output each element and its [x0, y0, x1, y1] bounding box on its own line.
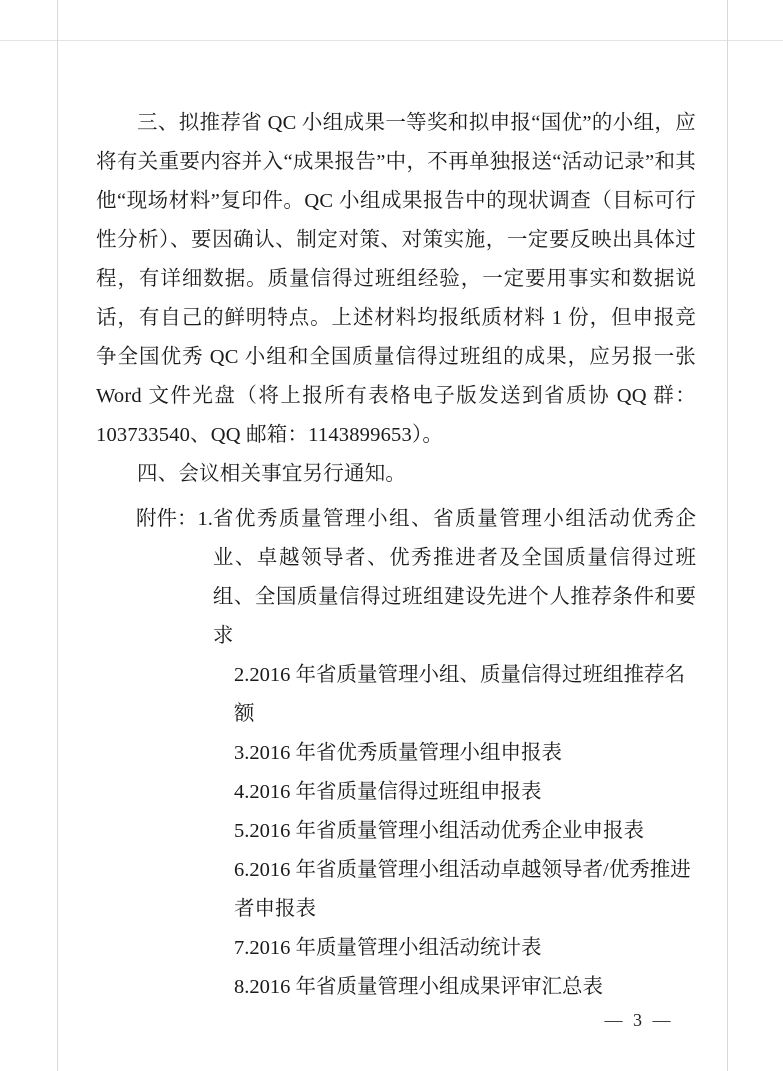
document-body [96, 104, 696, 1007]
attachment-item-4: 4.2016 年省质量信得过班组申报表 [234, 781, 542, 803]
attachment-item-6: 6.2016 年省质量管理小组活动卓越领导者/优秀推进者申报表 [234, 859, 691, 920]
attachment-item-5: 5.2016 年省质量管理小组活动优秀企业申报表 [234, 820, 644, 842]
page-number: — 3 — [604, 1010, 674, 1030]
attachment-first-row [96, 500, 696, 656]
page-right-rule [727, 0, 728, 1071]
page-top-rule [0, 40, 783, 41]
attachment-item-2: 2.2016 年省质量管理小组、质量信得过班组推荐名额 [234, 664, 685, 725]
paragraph-3: 三、拟推荐省 QC 小组成果一等奖和拟申报“国优”的小组，应将有关重要内容并入“成果报告”中，不再单独报送“活动记录”和其他“现场材料”复印件。QC 小组成果报告中的现状调查（目标可行性分析）、要因确认、制定对策、对策实施，一定要反映出具体过程，有详细数据。质量信得过班组经验，一定要用事实和数据说话，有自己的鲜明特点。上述材料均报纸质材料 1 份，但申报竞争全国优秀 QC 小组和全国质量信得过班组的成果，应另报一张 Word 文件光盘（将上报所有表格电子版发送到省质协 QQ 群：103733540、QQ 邮箱：1143899653）。 [96, 112, 696, 446]
attachment-item-1: 省优秀质量管理小组、省质量管理小组活动优秀企业、卓越领导者、优秀推进者及全国质量信得过班组、全国质量信得过班组建设先进个人推荐条件和要求 [212, 508, 696, 647]
paragraph-4: 四、会议相关事宜另行通知。 [137, 463, 407, 485]
page-left-rule [57, 0, 58, 1071]
attachment-item-8: 8.2016 年省质量管理小组成果评审汇总表 [234, 976, 603, 998]
attachment-label: 附件：1. [136, 508, 213, 530]
page-footer [0, 1010, 783, 1031]
attachment-item-3: 3.2016 年省优秀质量管理小组申报表 [234, 742, 562, 764]
attachment-item-7: 7.2016 年质量管理小组活动统计表 [234, 937, 542, 959]
attachment-list [96, 500, 696, 1007]
